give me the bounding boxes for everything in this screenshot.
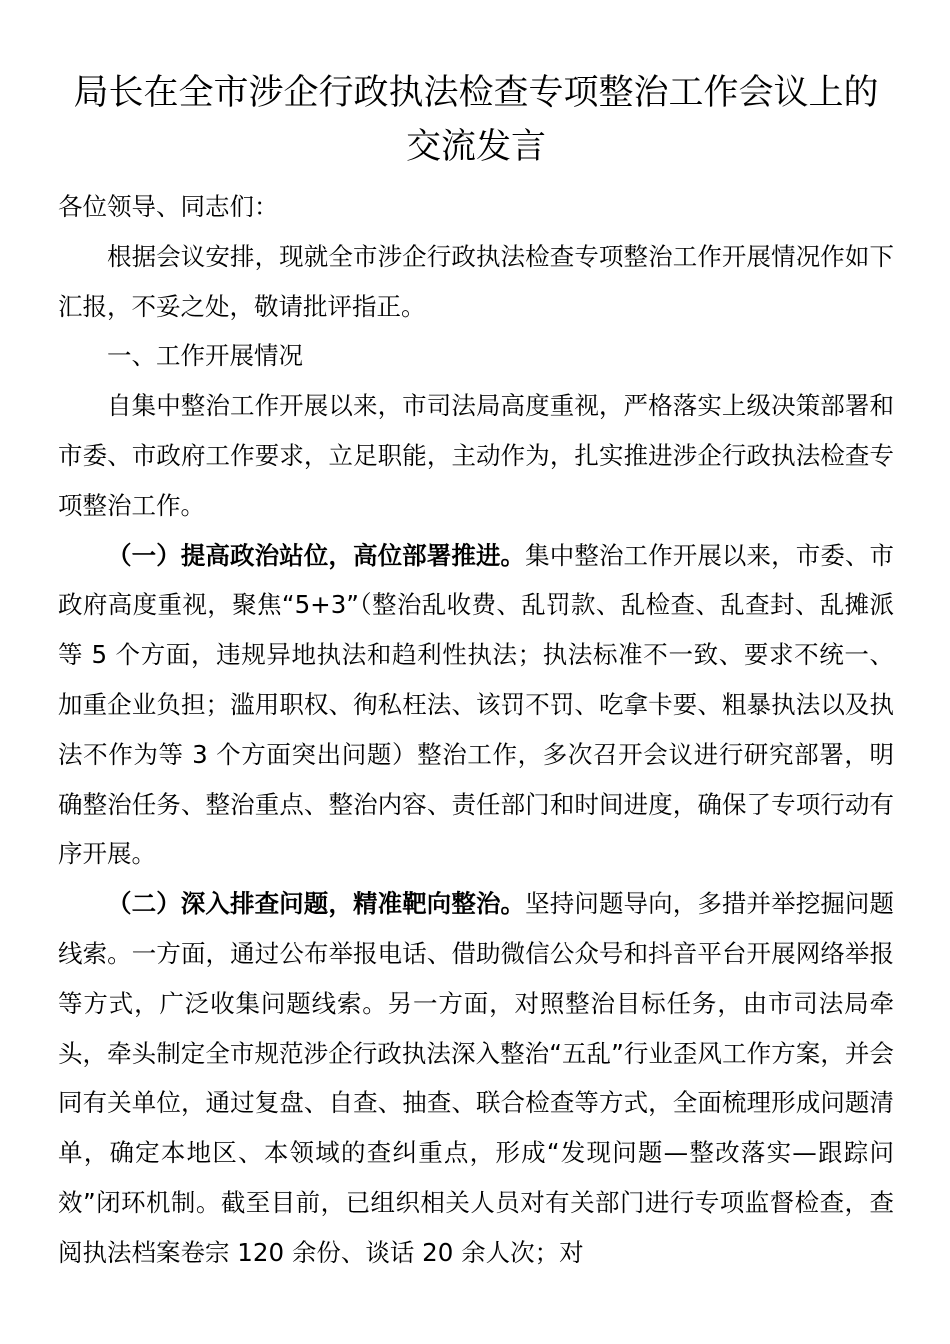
section-heading: 一、工作开展情况: [107, 341, 303, 371]
item-one-text: 集中整治工作开展以来，市委、市政府高度重视，聚焦“5+3”（整治乱收费、乱罚款、乱检查、乱查封、乱摊派等 5 个方面，违规异地执法和趋利性执法；执法标准不一致、要求不统一、加重企业负担；滥用职权、徇私枉法、该罚不罚、吃拿卡要、粗暴执法以及执法不作为等 3 个方面突出问题）整治工作，多次召开会议进行研究部署，明确整治任务、整治重点、整治内容、责任部门和时间进度，确保了专项行动有序开展。: [58, 540, 895, 869]
document-title: 局长在全市涉企行政执法检查专项整治工作会议上的交流发言: [73, 73, 879, 167]
section-intro-paragraph: 自集中整治工作开展以来，市司法局高度重视，严格落实上级决策部署和市委、市政府工作要求，立足职能，主动作为，扎实推进涉企行政执法检查专项整治工作。: [58, 391, 894, 520]
item-one-lead: （一）提高政治站位，高位部署推进。: [107, 540, 526, 570]
item-two-text: 坚持问题导向，多措并举挖掘问题线索。一方面，通过公布举报电话、借助微信公众号和抖音平台开展网络举报等方式，广泛收集问题线索。另一方面，对照整治目标任务，由市司法局牵头，牵头制定全市规范涉企行政执法深入整治“五乱”行业歪风工作方案，并会同有关单位，通过复盘、自查、抽查、联合检查等方式，全面梳理形成问题清单，确定本地区、本领域的查纠重点，形成“发现问题—整改落实—跟踪问效”闭环机制。截至目前，已组织相关人员对有关部门进行专项监督检查，查阅执法档案卷宗 120 余份、谈话 20 余人次；对: [58, 889, 895, 1267]
salutation: 各位领导、同志们：: [58, 192, 279, 221]
item-one-paragraph: [58, 531, 894, 880]
document-body: [58, 182, 894, 1278]
item-two-lead: （二）深入排查问题，精准靶向整治。: [107, 889, 526, 919]
intro-paragraph: 根据会议安排，现就全市涉企行政执法检查专项整治工作开展情况作如下汇报，不妥之处，敬请批评指正。: [58, 241, 894, 321]
item-two-paragraph: [58, 879, 894, 1277]
